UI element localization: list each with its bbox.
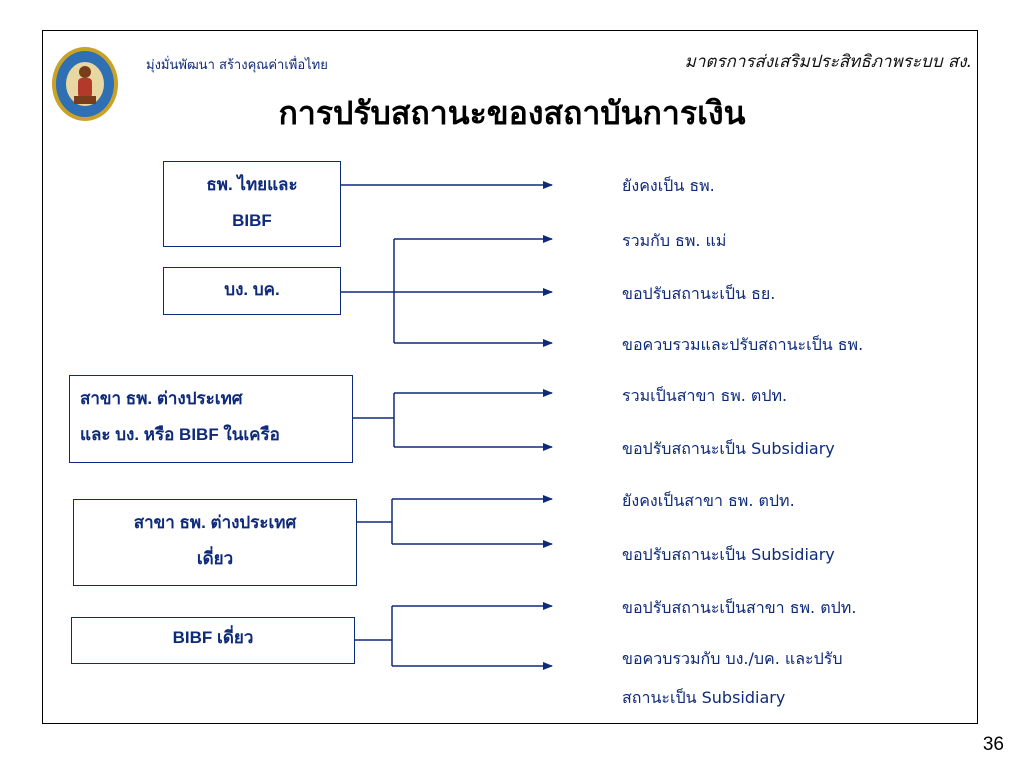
outcome-label: ยังคงเป็นสาขา ธพ. ตปท. <box>622 491 795 510</box>
source-label: ธพ. ไทยและ <box>206 175 298 194</box>
outcome-label: สถานะเป็น Subsidiary <box>622 688 786 707</box>
source-box-foreign-branch-standalone <box>73 499 357 586</box>
source-label: และ บง. หรือ BIBF ในเครือ <box>80 425 280 444</box>
source-label: สาขา ธพ. ต่างประเทศ <box>80 389 243 408</box>
page-title: การปรับสถานะของสถาบันการเงิน <box>278 94 746 132</box>
outcome-label: ขอปรับสถานะเป็น ธย. <box>622 284 776 303</box>
source-box-foreign-branch-group <box>69 375 353 463</box>
source-label: เดี่ยว <box>196 549 234 568</box>
source-label: บง. บค. <box>224 280 280 299</box>
outcome-label: ขอปรับสถานะเป็นสาขา ธพ. ตปท. <box>622 598 857 617</box>
page-number: 36 <box>982 734 1004 755</box>
source-label: สาขา ธพ. ต่างประเทศ <box>133 513 297 532</box>
source-box-bibf-standalone <box>71 617 355 664</box>
outcome-label: ขอควบรวมกับ บง./บค. และปรับ <box>622 649 843 668</box>
source-label: BIBF เดี่ยว <box>172 628 254 647</box>
motto: มุ่งมั่นพัฒนา สร้างคุณค่าเพื่อไทย <box>146 58 328 73</box>
outcome-label: ขอควบรวมและปรับสถานะเป็น ธพ. <box>622 335 864 354</box>
outcome-label: ขอปรับสถานะเป็น Subsidiary <box>622 439 835 458</box>
outcome-label: รวมกับ ธพ. แม่ <box>622 231 727 250</box>
outcome-label: รวมเป็นสาขา ธพ. ตปท. <box>622 386 788 405</box>
source-box-finance-company <box>163 267 341 315</box>
source-box-thai-bank-bibf <box>163 161 341 247</box>
outcome-label: ขอปรับสถานะเป็น Subsidiary <box>622 545 835 564</box>
outcome-label: ยังคงเป็น ธพ. <box>622 176 715 195</box>
section-header: มาตรการส่งเสริมประสิทธิภาพระบบ สง. <box>684 52 972 72</box>
source-label: BIBF <box>232 211 272 230</box>
